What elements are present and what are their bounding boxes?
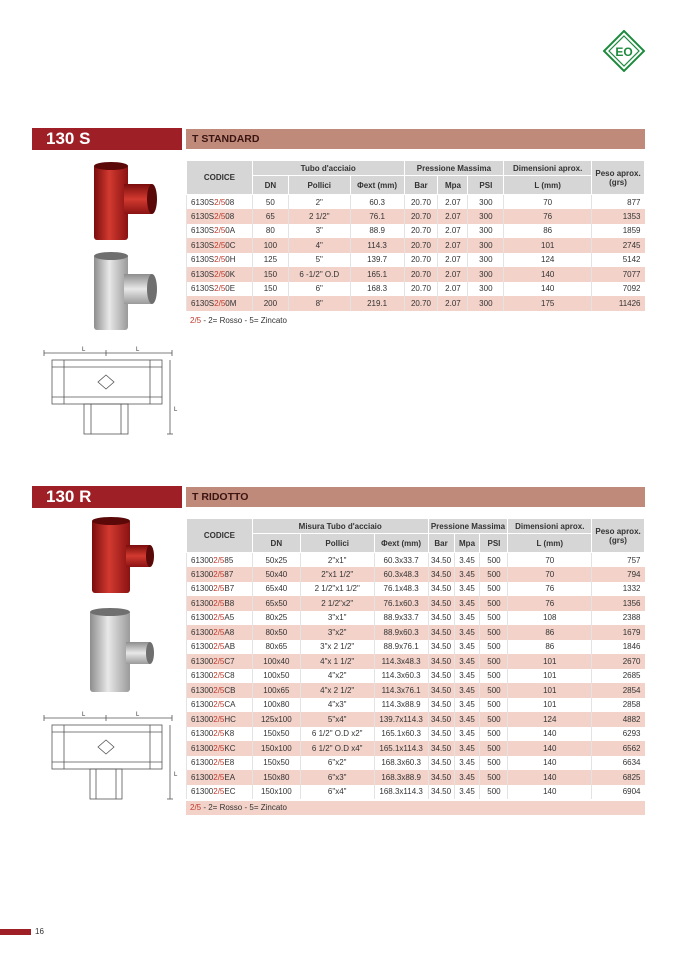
mpa-cell: 3.45: [454, 625, 480, 640]
pollici-cell: 3"x 2 1/2": [300, 640, 374, 655]
peso-cell: 1846: [592, 640, 645, 655]
peso-cell: 1356: [592, 596, 645, 611]
psi-cell: 500: [480, 770, 508, 785]
fext-cell: 60.3x33.7: [374, 553, 428, 568]
l-cell: 70: [508, 567, 592, 582]
fext-cell: 114.3: [350, 238, 404, 253]
table-row: [187, 296, 645, 311]
bar-cell: 20.70: [404, 282, 438, 297]
codice-cell: 613002/587: [187, 567, 253, 582]
codice-cell: 613002/5EA: [187, 770, 253, 785]
peso-cell: 2685: [592, 669, 645, 684]
l-cell: 101: [508, 698, 592, 713]
fext-cell: 168.3: [350, 282, 404, 297]
bar-cell: 34.50: [428, 669, 454, 684]
l-cell: 124: [504, 253, 592, 268]
section-code-130r: 130 R: [32, 486, 182, 508]
table-row: [187, 669, 645, 684]
bar-cell: 34.50: [428, 654, 454, 669]
codice-cell: 613002/585: [187, 553, 253, 568]
codice-cell: 6130S2/50A: [187, 224, 253, 239]
dn-cell: 80: [252, 224, 288, 239]
section-code-130s: 130 S: [32, 128, 182, 150]
table-row: [187, 654, 645, 669]
drawing-label-l: L: [82, 712, 86, 718]
mpa-cell: 3.45: [454, 669, 480, 684]
table-row: [187, 596, 645, 611]
fext-cell: 76.1: [350, 209, 404, 224]
codice-cell: 613002/5B7: [187, 582, 253, 597]
table-row: [187, 282, 645, 297]
mpa-cell: 3.45: [454, 756, 480, 771]
mpa-cell: 2.07: [438, 296, 468, 311]
mpa-cell: 2.07: [438, 282, 468, 297]
bar-cell: 34.50: [428, 611, 454, 626]
table-row: [187, 741, 645, 756]
peso-cell: 2858: [592, 698, 645, 713]
header-group-dimensions: Dimensioni aprox.: [508, 519, 592, 534]
bar-cell: 34.50: [428, 582, 454, 597]
mpa-cell: 3.45: [454, 741, 480, 756]
psi-cell: 500: [480, 756, 508, 771]
page-number: 16: [35, 927, 44, 936]
mpa-cell: 2.07: [438, 267, 468, 282]
mpa-cell: 2.07: [438, 238, 468, 253]
mpa-cell: 3.45: [454, 785, 480, 800]
table-row: [187, 698, 645, 713]
peso-cell: 1859: [592, 224, 645, 239]
mpa-cell: 3.45: [454, 567, 480, 582]
reducing-tee-red-image: [88, 515, 160, 595]
l-cell: 70: [504, 195, 592, 210]
psi-cell: 500: [480, 567, 508, 582]
psi-cell: 300: [468, 195, 504, 210]
peso-cell: 2854: [592, 683, 645, 698]
pollici-cell: 2 1/2"x2": [300, 596, 374, 611]
psi-cell: 300: [468, 238, 504, 253]
codice-cell: 6130S2/508: [187, 209, 253, 224]
pollici-cell: 3"x1": [300, 611, 374, 626]
fext-cell: 114.3x60.3: [374, 669, 428, 684]
header-group-pipe: Tubo d'acciaio: [252, 161, 404, 176]
peso-cell: 2745: [592, 238, 645, 253]
codice-cell: 613002/5B8: [187, 596, 253, 611]
l-cell: 140: [508, 741, 592, 756]
fext-cell: 76.1x48.3: [374, 582, 428, 597]
dn-cell: 50x25: [252, 553, 300, 568]
l-cell: 140: [508, 785, 592, 800]
dn-cell: 50: [252, 195, 288, 210]
pollici-cell: 4": [288, 238, 350, 253]
mpa-cell: 2.07: [438, 209, 468, 224]
pollici-cell: 6": [288, 282, 350, 297]
table-row: [187, 567, 645, 582]
dn-cell: 150: [252, 282, 288, 297]
fext-cell: 168.3x60.3: [374, 756, 428, 771]
l-cell: 76: [504, 209, 592, 224]
peso-cell: 6634: [592, 756, 645, 771]
bar-cell: 34.50: [428, 741, 454, 756]
dn-cell: 150x50: [252, 727, 300, 742]
codice-cell: 613002/5HC: [187, 712, 253, 727]
psi-cell: 300: [468, 224, 504, 239]
dn-cell: 100x80: [252, 698, 300, 713]
peso-cell: 1679: [592, 625, 645, 640]
fext-cell: 168.3x114.3: [374, 785, 428, 800]
table-row: [187, 756, 645, 771]
peso-cell: 794: [592, 567, 645, 582]
fext-cell: 139.7x114.3: [374, 712, 428, 727]
dn-cell: 100x40: [252, 654, 300, 669]
fext-cell: 114.3x76.1: [374, 683, 428, 698]
mpa-cell: 3.45: [454, 698, 480, 713]
l-cell: 175: [504, 296, 592, 311]
mpa-cell: 2.07: [438, 253, 468, 268]
fext-cell: 88.9x33.7: [374, 611, 428, 626]
bar-cell: 34.50: [428, 596, 454, 611]
drawing-label-l: L: [174, 407, 178, 413]
codice-cell: 613002/5AB: [187, 640, 253, 655]
header-dn: DN: [252, 534, 300, 553]
header-mpa: Mpa: [454, 534, 480, 553]
psi-cell: 300: [468, 296, 504, 311]
table-row: [187, 209, 645, 224]
bar-cell: 20.70: [404, 296, 438, 311]
mpa-cell: 3.45: [454, 654, 480, 669]
dn-cell: 150x100: [252, 741, 300, 756]
bar-cell: 34.50: [428, 785, 454, 800]
bar-cell: 34.50: [428, 640, 454, 655]
dn-cell: 100: [252, 238, 288, 253]
codice-cell: 613002/5K8: [187, 727, 253, 742]
peso-cell: 1353: [592, 209, 645, 224]
dn-cell: 80x65: [252, 640, 300, 655]
header-mpa: Mpa: [438, 176, 468, 195]
table-row: [187, 253, 645, 268]
pollici-cell: 2"x1": [300, 553, 374, 568]
pollici-cell: 5"x4": [300, 712, 374, 727]
mpa-cell: 2.07: [438, 195, 468, 210]
fext-cell: 165.1: [350, 267, 404, 282]
psi-cell: 500: [480, 611, 508, 626]
tee-technical-drawing: [42, 345, 182, 440]
codice-cell: 6130S2/508: [187, 195, 253, 210]
l-cell: 86: [508, 640, 592, 655]
peso-cell: 2388: [592, 611, 645, 626]
bar-cell: 20.70: [404, 253, 438, 268]
table-row: [187, 727, 645, 742]
codice-cell: 613002/5C8: [187, 669, 253, 684]
peso-cell: 757: [592, 553, 645, 568]
section-title-t-ridotto: T RIDOTTO: [186, 487, 645, 507]
codice-cell: 613002/5CB: [187, 683, 253, 698]
table-row: [187, 224, 645, 239]
pollici-cell: 6"x4": [300, 785, 374, 800]
bar-cell: 34.50: [428, 756, 454, 771]
header-group-dimensions: Dimensioni aprox.: [504, 161, 592, 176]
fext-cell: 165.1x114.3: [374, 741, 428, 756]
l-cell: 101: [504, 238, 592, 253]
bar-cell: 34.50: [428, 698, 454, 713]
codice-cell: 6130S2/50H: [187, 253, 253, 268]
bar-cell: 20.70: [404, 238, 438, 253]
l-cell: 70: [508, 553, 592, 568]
peso-cell: 6562: [592, 741, 645, 756]
fext-cell: 88.9: [350, 224, 404, 239]
pollici-cell: 2 1/2": [288, 209, 350, 224]
mpa-cell: 3.45: [454, 727, 480, 742]
mpa-cell: 3.45: [454, 712, 480, 727]
drawing-label-l: L: [136, 712, 140, 718]
header-l: L (mm): [504, 176, 592, 195]
bar-cell: 34.50: [428, 553, 454, 568]
pollici-cell: 4"x 2 1/2": [300, 683, 374, 698]
peso-cell: 7077: [592, 267, 645, 282]
mpa-cell: 2.07: [438, 224, 468, 239]
pollici-cell: 4"x3": [300, 698, 374, 713]
peso-cell: 4882: [592, 712, 645, 727]
bar-cell: 20.70: [404, 267, 438, 282]
peso-cell: 7092: [592, 282, 645, 297]
table-row: [187, 712, 645, 727]
drawing-label-l: L: [174, 772, 178, 778]
dn-cell: 150x80: [252, 770, 300, 785]
peso-cell: 2670: [592, 654, 645, 669]
table-row: [187, 553, 645, 568]
spec-table-130s: [186, 160, 645, 311]
header-codice: CODICE: [187, 519, 253, 553]
pollici-cell: 6"x3": [300, 770, 374, 785]
psi-cell: 500: [480, 698, 508, 713]
dn-cell: 50x40: [252, 567, 300, 582]
fext-cell: 168.3x88.9: [374, 770, 428, 785]
l-cell: 140: [508, 770, 592, 785]
psi-cell: 500: [480, 669, 508, 684]
pollici-cell: 4"x2": [300, 669, 374, 684]
codice-cell: 613002/5KC: [187, 741, 253, 756]
table-row: [187, 195, 645, 210]
table-row: [187, 770, 645, 785]
peso-cell: 5142: [592, 253, 645, 268]
l-cell: 124: [508, 712, 592, 727]
logo-text: EO: [615, 45, 633, 59]
reducing-tee-technical-drawing: [42, 710, 182, 805]
psi-cell: 500: [480, 785, 508, 800]
psi-cell: 500: [480, 553, 508, 568]
pollici-cell: 5": [288, 253, 350, 268]
pollici-cell: 6 -1/2" O.D: [288, 267, 350, 282]
codice-cell: 6130S2/50M: [187, 296, 253, 311]
header-peso: Peso aprox. (grs): [592, 519, 645, 553]
l-cell: 101: [508, 654, 592, 669]
codice-cell: 613002/5E8: [187, 756, 253, 771]
pollici-cell: 4"x 1 1/2": [300, 654, 374, 669]
fext-cell: 88.9x76.1: [374, 640, 428, 655]
fext-cell: 114.3x48.3: [374, 654, 428, 669]
bar-cell: 20.70: [404, 224, 438, 239]
table-row: [187, 238, 645, 253]
header-fext: Φext (mm): [374, 534, 428, 553]
bar-cell: 34.50: [428, 712, 454, 727]
header-pollici: Pollici: [288, 176, 350, 195]
l-cell: 140: [504, 267, 592, 282]
dn-cell: 200: [252, 296, 288, 311]
codice-cell: 613002/5EC: [187, 785, 253, 800]
codice-cell: 6130S2/50K: [187, 267, 253, 282]
psi-cell: 300: [468, 253, 504, 268]
psi-cell: 500: [480, 654, 508, 669]
dn-cell: 150: [252, 267, 288, 282]
peso-cell: 1332: [592, 582, 645, 597]
dn-cell: 100x65: [252, 683, 300, 698]
pollici-cell: 2 1/2"x1 1/2": [300, 582, 374, 597]
header-group-pipe: Misura Tubo d'acciaio: [252, 519, 428, 534]
mpa-cell: 3.45: [454, 640, 480, 655]
codice-cell: 613002/5CA: [187, 698, 253, 713]
codice-cell: 6130S2/50C: [187, 238, 253, 253]
l-cell: 86: [508, 625, 592, 640]
l-cell: 140: [508, 756, 592, 771]
bar-cell: 34.50: [428, 683, 454, 698]
psi-cell: 300: [468, 282, 504, 297]
drawing-label-l: L: [82, 347, 86, 353]
bar-cell: 34.50: [428, 625, 454, 640]
dn-cell: 65x50: [252, 596, 300, 611]
psi-cell: 300: [468, 267, 504, 282]
table-row: [187, 683, 645, 698]
codice-cell: 613002/5A8: [187, 625, 253, 640]
fext-cell: 219.1: [350, 296, 404, 311]
fext-cell: 88.9x60.3: [374, 625, 428, 640]
table-row: [187, 640, 645, 655]
table-row: [187, 582, 645, 597]
fext-cell: 114.3x88.9: [374, 698, 428, 713]
pollici-cell: 6 1/2" O.D x4": [300, 741, 374, 756]
psi-cell: 500: [480, 640, 508, 655]
color-note: 2/5 - 2= Rosso - 5= Zincato: [190, 316, 287, 325]
mpa-cell: 3.45: [454, 611, 480, 626]
bar-cell: 34.50: [428, 567, 454, 582]
l-cell: 101: [508, 669, 592, 684]
fext-cell: 76.1x60.3: [374, 596, 428, 611]
header-fext: Φext (mm): [350, 176, 404, 195]
psi-cell: 500: [480, 582, 508, 597]
page-marker-bar: [0, 929, 31, 935]
dn-cell: 100x50: [252, 669, 300, 684]
l-cell: 86: [504, 224, 592, 239]
dn-cell: 150x50: [252, 756, 300, 771]
peso-cell: 877: [592, 195, 645, 210]
table-row: [187, 625, 645, 640]
psi-cell: 500: [480, 683, 508, 698]
fext-cell: 139.7: [350, 253, 404, 268]
pollici-cell: 6"x2": [300, 756, 374, 771]
header-pollici: Pollici: [300, 534, 374, 553]
reducing-tee-galvanized-image: [86, 606, 158, 694]
peso-cell: 6904: [592, 785, 645, 800]
drawing-label-l: L: [136, 347, 140, 353]
dn-cell: 125x100: [252, 712, 300, 727]
psi-cell: 500: [480, 596, 508, 611]
psi-cell: 500: [480, 727, 508, 742]
header-group-pressure: Pressione Massima: [428, 519, 508, 534]
header-bar: Bar: [404, 176, 438, 195]
l-cell: 101: [508, 683, 592, 698]
mpa-cell: 3.45: [454, 596, 480, 611]
pollici-cell: 2"x1 1/2": [300, 567, 374, 582]
header-group-pressure: Pressione Massima: [404, 161, 504, 176]
eo-logo-icon: [603, 30, 645, 72]
dn-cell: 65: [252, 209, 288, 224]
bar-cell: 20.70: [404, 195, 438, 210]
codice-cell: 613002/5A5: [187, 611, 253, 626]
l-cell: 140: [504, 282, 592, 297]
dn-cell: 80x25: [252, 611, 300, 626]
bar-cell: 34.50: [428, 770, 454, 785]
header-psi: PSI: [480, 534, 508, 553]
table-row: [187, 267, 645, 282]
l-cell: 140: [508, 727, 592, 742]
tee-red-image: [88, 160, 160, 242]
l-cell: 76: [508, 596, 592, 611]
pollici-cell: 8": [288, 296, 350, 311]
table-row: [187, 611, 645, 626]
peso-cell: 11426: [592, 296, 645, 311]
dn-cell: 65x40: [252, 582, 300, 597]
peso-cell: 6293: [592, 727, 645, 742]
pollici-cell: 6 1/2" O.D x2": [300, 727, 374, 742]
header-codice: CODICE: [187, 161, 253, 195]
spec-table-130r: [186, 518, 645, 799]
pollici-cell: 3"x2": [300, 625, 374, 640]
fext-cell: 165.1x60.3: [374, 727, 428, 742]
tee-galvanized-image: [88, 250, 160, 332]
mpa-cell: 3.45: [454, 770, 480, 785]
dn-cell: 150x100: [252, 785, 300, 800]
fext-cell: 60.3x48.3: [374, 567, 428, 582]
pollici-cell: 2": [288, 195, 350, 210]
header-l: L (mm): [508, 534, 592, 553]
psi-cell: 500: [480, 741, 508, 756]
peso-cell: 6825: [592, 770, 645, 785]
header-psi: PSI: [468, 176, 504, 195]
l-cell: 76: [508, 582, 592, 597]
psi-cell: 300: [468, 209, 504, 224]
bar-cell: 34.50: [428, 727, 454, 742]
psi-cell: 500: [480, 625, 508, 640]
pollici-cell: 3": [288, 224, 350, 239]
codice-cell: 6130S2/50E: [187, 282, 253, 297]
header-peso: Peso aprox. (grs): [592, 161, 645, 195]
color-note: 2/5 - 2= Rosso - 5= Zincato: [186, 801, 645, 815]
section-title-t-standard: T STANDARD: [186, 129, 645, 149]
table-row: [187, 785, 645, 800]
dn-cell: 80x50: [252, 625, 300, 640]
mpa-cell: 3.45: [454, 683, 480, 698]
mpa-cell: 3.45: [454, 582, 480, 597]
codice-cell: 613002/5C7: [187, 654, 253, 669]
bar-cell: 20.70: [404, 209, 438, 224]
mpa-cell: 3.45: [454, 553, 480, 568]
fext-cell: 60.3: [350, 195, 404, 210]
l-cell: 108: [508, 611, 592, 626]
dn-cell: 125: [252, 253, 288, 268]
header-dn: DN: [252, 176, 288, 195]
header-bar: Bar: [428, 534, 454, 553]
psi-cell: 500: [480, 712, 508, 727]
